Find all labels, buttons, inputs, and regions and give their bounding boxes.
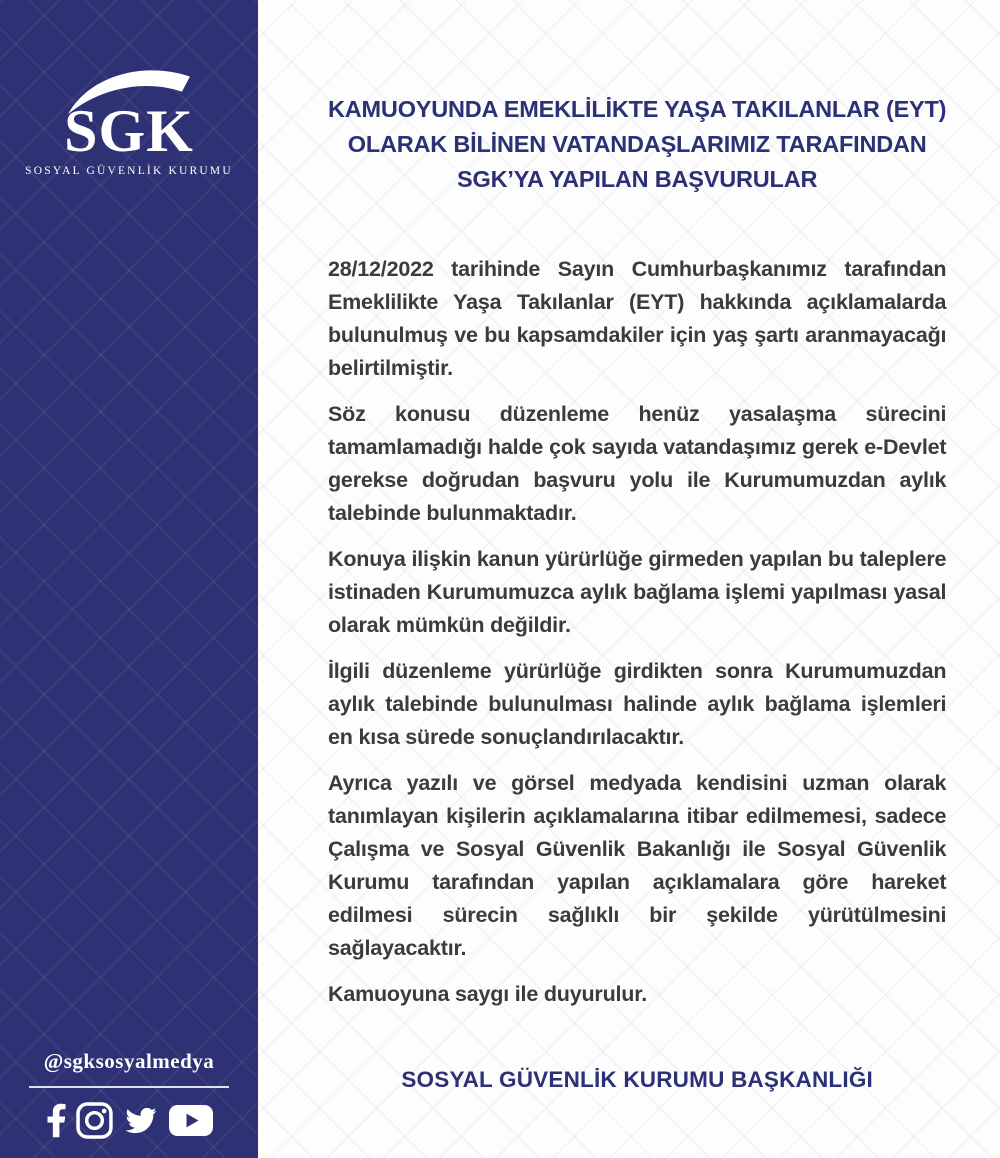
divider <box>29 1086 229 1088</box>
social-icon-row <box>46 1100 213 1140</box>
paragraph: Ayrıca yazılı ve görsel medyada kendisini uzman olarak tanımlayan kişilerin açıklamalarına itibar edilmemesi, sadece Çalışma ve Sosyal Güvenlik Bakanlığı ile Sosyal Güvenlik Kurumu tarafından yapılan açıklamalara göre hareket edilmesi sürecin sağlıklı bir şekilde yürütülmesini sağlayacaktır. <box>328 771 947 960</box>
paragraph: Söz konusu düzenleme henüz yasalaşma sürecini tamamlamadığı halde çok sayıda vatandaşımız gerek e-Devlet gerekse doğrudan başvuru yolu ile Kurumumuzdan aylık talebinde bulunmaktadır. <box>328 402 947 525</box>
sidebar <box>0 0 258 1158</box>
youtube-icon <box>169 1105 213 1136</box>
logo-text: SGK <box>64 98 194 164</box>
title-line: KAMUOYUNDA EMEKLİLİKTE YAŞA TAKILANLAR (EYT) <box>328 96 947 122</box>
instagram-icon <box>76 1102 113 1139</box>
social-handle: @sgksosyalmedya <box>43 1049 215 1073</box>
signature: SOSYAL GÜVENLİK KURUMU BAŞKANLIĞI <box>401 1067 873 1092</box>
title-line: SGK’YA YAPILAN BAŞVURULAR <box>457 166 818 192</box>
sgk-logo <box>0 62 258 177</box>
twitter-icon <box>122 1105 160 1136</box>
logo-subtitle: SOSYAL GÜVENLİK KURUMU <box>25 165 233 177</box>
announcement-title <box>328 92 946 197</box>
announcement-body <box>258 0 1000 1158</box>
paragraph: 28/12/2022 tarihinde Sayın Cumhurbaşkanımız tarafından Emeklilikte Yaşa Takılanlar (EYT) hakkında açıklamalarda bulunulmuş ve bu kapsamdakiler için yaş şartı aranmayacağı belirtilmiştir. <box>328 257 947 380</box>
paragraph: Konuya ilişkin kanun yürürlüğe girmeden yapılan bu taleplere istinaden Kurumumuzca aylık bağlama işlemi yapılması yasal olarak mümkün değildir. <box>328 547 947 637</box>
title-line: OLARAK BİLİNEN VATANDAŞLARIMIZ TARAFINDAN <box>347 131 927 157</box>
announcement-paragraphs <box>328 253 946 1011</box>
paragraph: Kamuoyuna saygı ile duyurulur. <box>328 982 647 1006</box>
paragraph: İlgili düzenleme yürürlüğe girdikten sonra Kurumumuzdan aylık talebinde bulunulması halinde aylık bağlama işlemleri en kısa sürede sonuçlandırılacaktır. <box>328 659 947 749</box>
facebook-icon <box>46 1102 67 1139</box>
social-block <box>0 1049 258 1140</box>
